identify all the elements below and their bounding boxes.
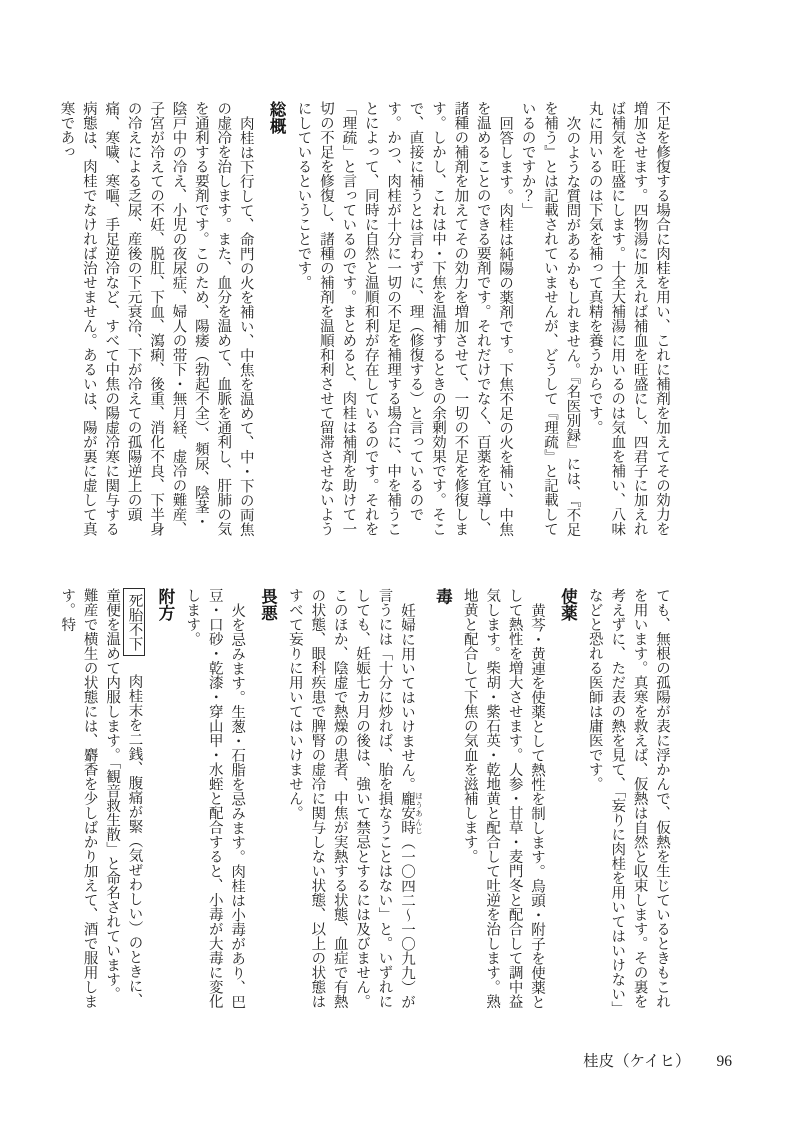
doku-paragraph bbox=[284, 588, 423, 1015]
ruby-annotated-name bbox=[398, 791, 424, 835]
shiyaku-paragraph: 黄芩・黄連を使薬として熱性を制します。烏頭・附子を使薬として熱性を増大させます。人参・甘草・麦門冬と配合して調中益気します。柴胡・紫石英・乾地黄と配合して吐逆を治します。熟地黄と配合して下焦の気血を滋補します。 bbox=[461, 588, 545, 1009]
soukai-continuation-paragraph: ても、無根の孤陽が表に浮かんで、仮熱を生じているときもこれを用います。真寒を救えば、仮熱は自然と収束します。その裏を考えずに、ただ表の熱を見て、「妄りに肉桂を用いてはいけない」などと恐れる医師は庸医です。 bbox=[586, 588, 670, 1009]
bottom-text-band bbox=[56, 588, 673, 1015]
top-text-band bbox=[55, 101, 673, 539]
section-heading-doku: 毒 bbox=[433, 588, 452, 605]
soukai-paragraph: 肉桂は下行して、命門の火を補い、中焦を温めて、中・下の両焦の虚冷を治します。また、血分を温めて、血脈を通利し、肝肺の気を通利する要剤です。このため、陽痿（勃起不全）、頻尿、陰茎・陰戸中の冷え、小児の夜尿症、婦人の帯下・無月経、虚冷の難産、子宮が冷えての不妊、脱肛、下血、瀉痢、後重、消化不良、下半身の冷えによる乏尿、産後の下元衰冷、下が冷えての孤陽逆上の頭痛、寒噦、寒嘔、手足逆冷など、すべて中焦の陽虚冷寒に関与する病態は、肉桂でなければ治せません。あるいは、陽が裏に虚して真寒であっ bbox=[58, 101, 254, 536]
section-heading-soukai: 総概 bbox=[267, 101, 286, 134]
section-heading-fuho: 附方 bbox=[155, 588, 174, 621]
body-paragraph-answer: 回答します。肉桂は純陽の薬剤です。下焦不足の火を補い、中焦を温めることのできる要剤です。それだけでなく、百薬を宜導し、諸種の補剤を加えてその効力を増加させて、一切の不足を修復します。しかし、これは中・下焦を温補するときの余剰効果です。そこで、直接に補うとは言わずに、理（修復する）と言っているのです。かつ、肉桂が十分に一切の不足を補理する場合に、中を補うことによって、同時に自然と温順和利が存在しているのです。それを「理疏」と言っているのです。まとめると、肉桂は補剤を助けて一切の不足を修復し、諸種の補剤を温順和利させて留滞させないようにしているということです。 bbox=[295, 101, 514, 536]
fuho-text: 肉桂末を二銭、腹痛が緊（気ぜわしい）のときに、童便を温めて内服します。「観音救生散」と命名されています。難産で横生の状態には、麝香を少しばかり加えて、酒で服用します。特 bbox=[59, 588, 143, 1009]
iaku-paragraph: 火を忌みます。生葱・石脂を忌みます。肉桂は小毒があり、巴豆・口砂・乾漆・穿山甲・水蛭と配合すると、小毒が大毒に変化します。 bbox=[184, 588, 246, 1009]
doku-text-before-ruby: 妊婦に用いてはいけません。 bbox=[398, 602, 415, 791]
page-footer bbox=[583, 1049, 732, 1071]
prescription-name-box: 死胎不下 bbox=[123, 588, 145, 656]
page-number: 96 bbox=[716, 1053, 732, 1070]
body-paragraph: 不足を修復する場合に肉桂を用い、これに補剤を加えてその効力を増加させます。四物湯に加えれば補血を旺盛にし、四君子に加えれば補気を旺盛にします。十全大補湯に用いるのは気血を補い、八味丸に用いるのは下気を補って真精を養うからです。 bbox=[586, 101, 670, 536]
body-paragraph-question: 次のような質問があるかもしれません。『名医別録』には、『不足を補う』とは記載されていませんが、どうして『理疏』と記載しているのですか？」 bbox=[519, 101, 581, 536]
running-title: 桂皮（ケイヒ） bbox=[583, 1053, 691, 1070]
doku-text-after-ruby: （一〇四二～一〇九九）が言うには「十分に炒れば、胎を損なうことはない」と。いずれにしても、妊娠七カ月の後は、強いて禁忌とするには及びません。このほか、陰虚で熱燥の患者、中焦が実熱する状態、血症で有熱の状態、眼科疾患で脾腎の虚冷に関与しない状態、以上の状態はすべて妄りに用いてはいけません。 bbox=[286, 588, 415, 1009]
ruby-furigana: ほうあんじ bbox=[414, 791, 424, 835]
fuho-paragraph bbox=[56, 588, 146, 1015]
section-heading-shiyaku: 使薬 bbox=[558, 588, 577, 621]
section-heading-iaku: 畏悪 bbox=[258, 588, 277, 621]
ruby-base: 龐安時 bbox=[398, 791, 415, 835]
